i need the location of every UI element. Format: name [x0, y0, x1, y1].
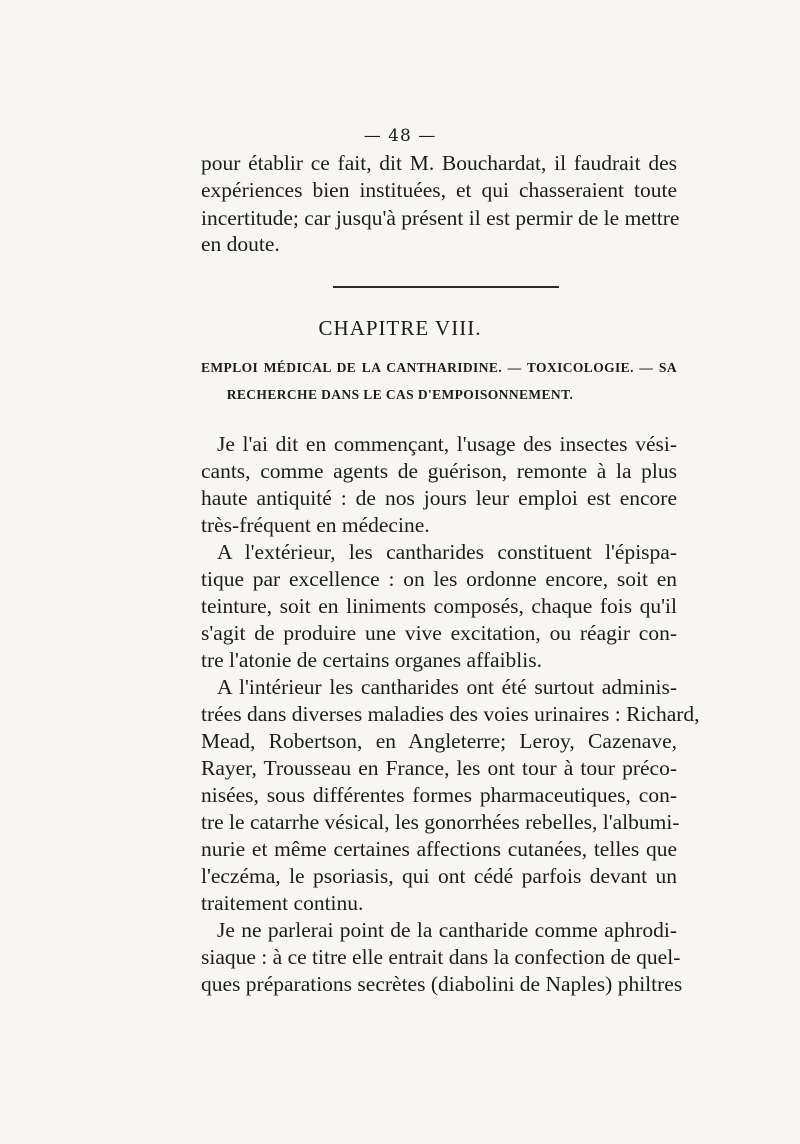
chapter-summary-line: RECHERCHE DANS LE CAS D'EMPOISONNEMENT.: [226, 387, 574, 402]
paragraph-line: nurie et même certaines affections cutanées, telles que: [201, 837, 677, 861]
paragraph-line: siaque : à ce titre elle entrait dans la confection de quel-: [201, 945, 681, 969]
paragraph-line: haute antiquité : de nos jours leur emploi est encore: [201, 486, 677, 510]
paragraph-line: tique par excellence : on les ordonne encore, soit en: [201, 567, 677, 591]
paragraph-line: tre l'atonie de certains organes affaiblis.: [201, 648, 542, 672]
paragraph-line: nisées, sous différentes formes pharmaceutiques, con-: [201, 783, 677, 807]
intro-line: expériences bien instituées, et qui chasseraient toute: [201, 178, 677, 202]
paragraph-line: Mead, Robertson, en Angleterre; Leroy, Cazenave,: [201, 729, 677, 753]
paragraph-first-line: A l'intérieur les cantharides ont été surtout adminis-: [217, 675, 677, 699]
paragraph-line: tre le catarrhe vésical, les gonorrhées rebelles, l'albumi-: [201, 810, 680, 834]
intro-line: incertitude; car jusqu'à présent il est permir de le mettre: [201, 206, 680, 230]
paragraph-line: l'eczéma, le psoriasis, qui ont cédé parfois devant un: [201, 864, 677, 888]
paragraph-first-line: Je ne parlerai point de la cantharide comme aphrodi-: [217, 918, 677, 942]
paragraph-line: cants, comme agents de guérison, remonte à la plus: [201, 459, 677, 483]
paragraph-line: Rayer, Trousseau en France, les ont tour à tour préco-: [201, 756, 677, 780]
page-number: — 48 —: [363, 126, 437, 146]
paragraph-first-line: A l'extérieur, les cantharides constituent l'épispa-: [217, 540, 677, 564]
paragraph-line: ques préparations secrètes (diabolini de Naples) philtres: [201, 972, 683, 996]
paragraph-first-line: Je l'ai dit en commençant, l'usage des insectes vési-: [217, 432, 677, 456]
intro-line: en doute.: [201, 232, 280, 256]
chapter-summary-line: EMPLOI MÉDICAL DE LA CANTHARIDINE. — TOXICOLOGIE. — SA: [201, 360, 677, 375]
paragraph-line: teinture, soit en liniments composés, chaque fois qu'il: [201, 594, 677, 618]
paragraph-line: s'agit de produire une vive excitation, ou réagir con-: [201, 621, 677, 645]
paragraph-line: trées dans diverses maladies des voies urinaires : Richard,: [201, 702, 700, 726]
chapter-title: CHAPITRE VIII.: [318, 316, 482, 340]
section-divider: [333, 286, 559, 288]
paragraph-line: traitement continu.: [201, 891, 364, 915]
intro-line: pour établir ce fait, dit M. Bouchardat, il faudrait des: [201, 151, 677, 175]
paragraph-line: très-fréquent en médecine.: [201, 513, 430, 537]
